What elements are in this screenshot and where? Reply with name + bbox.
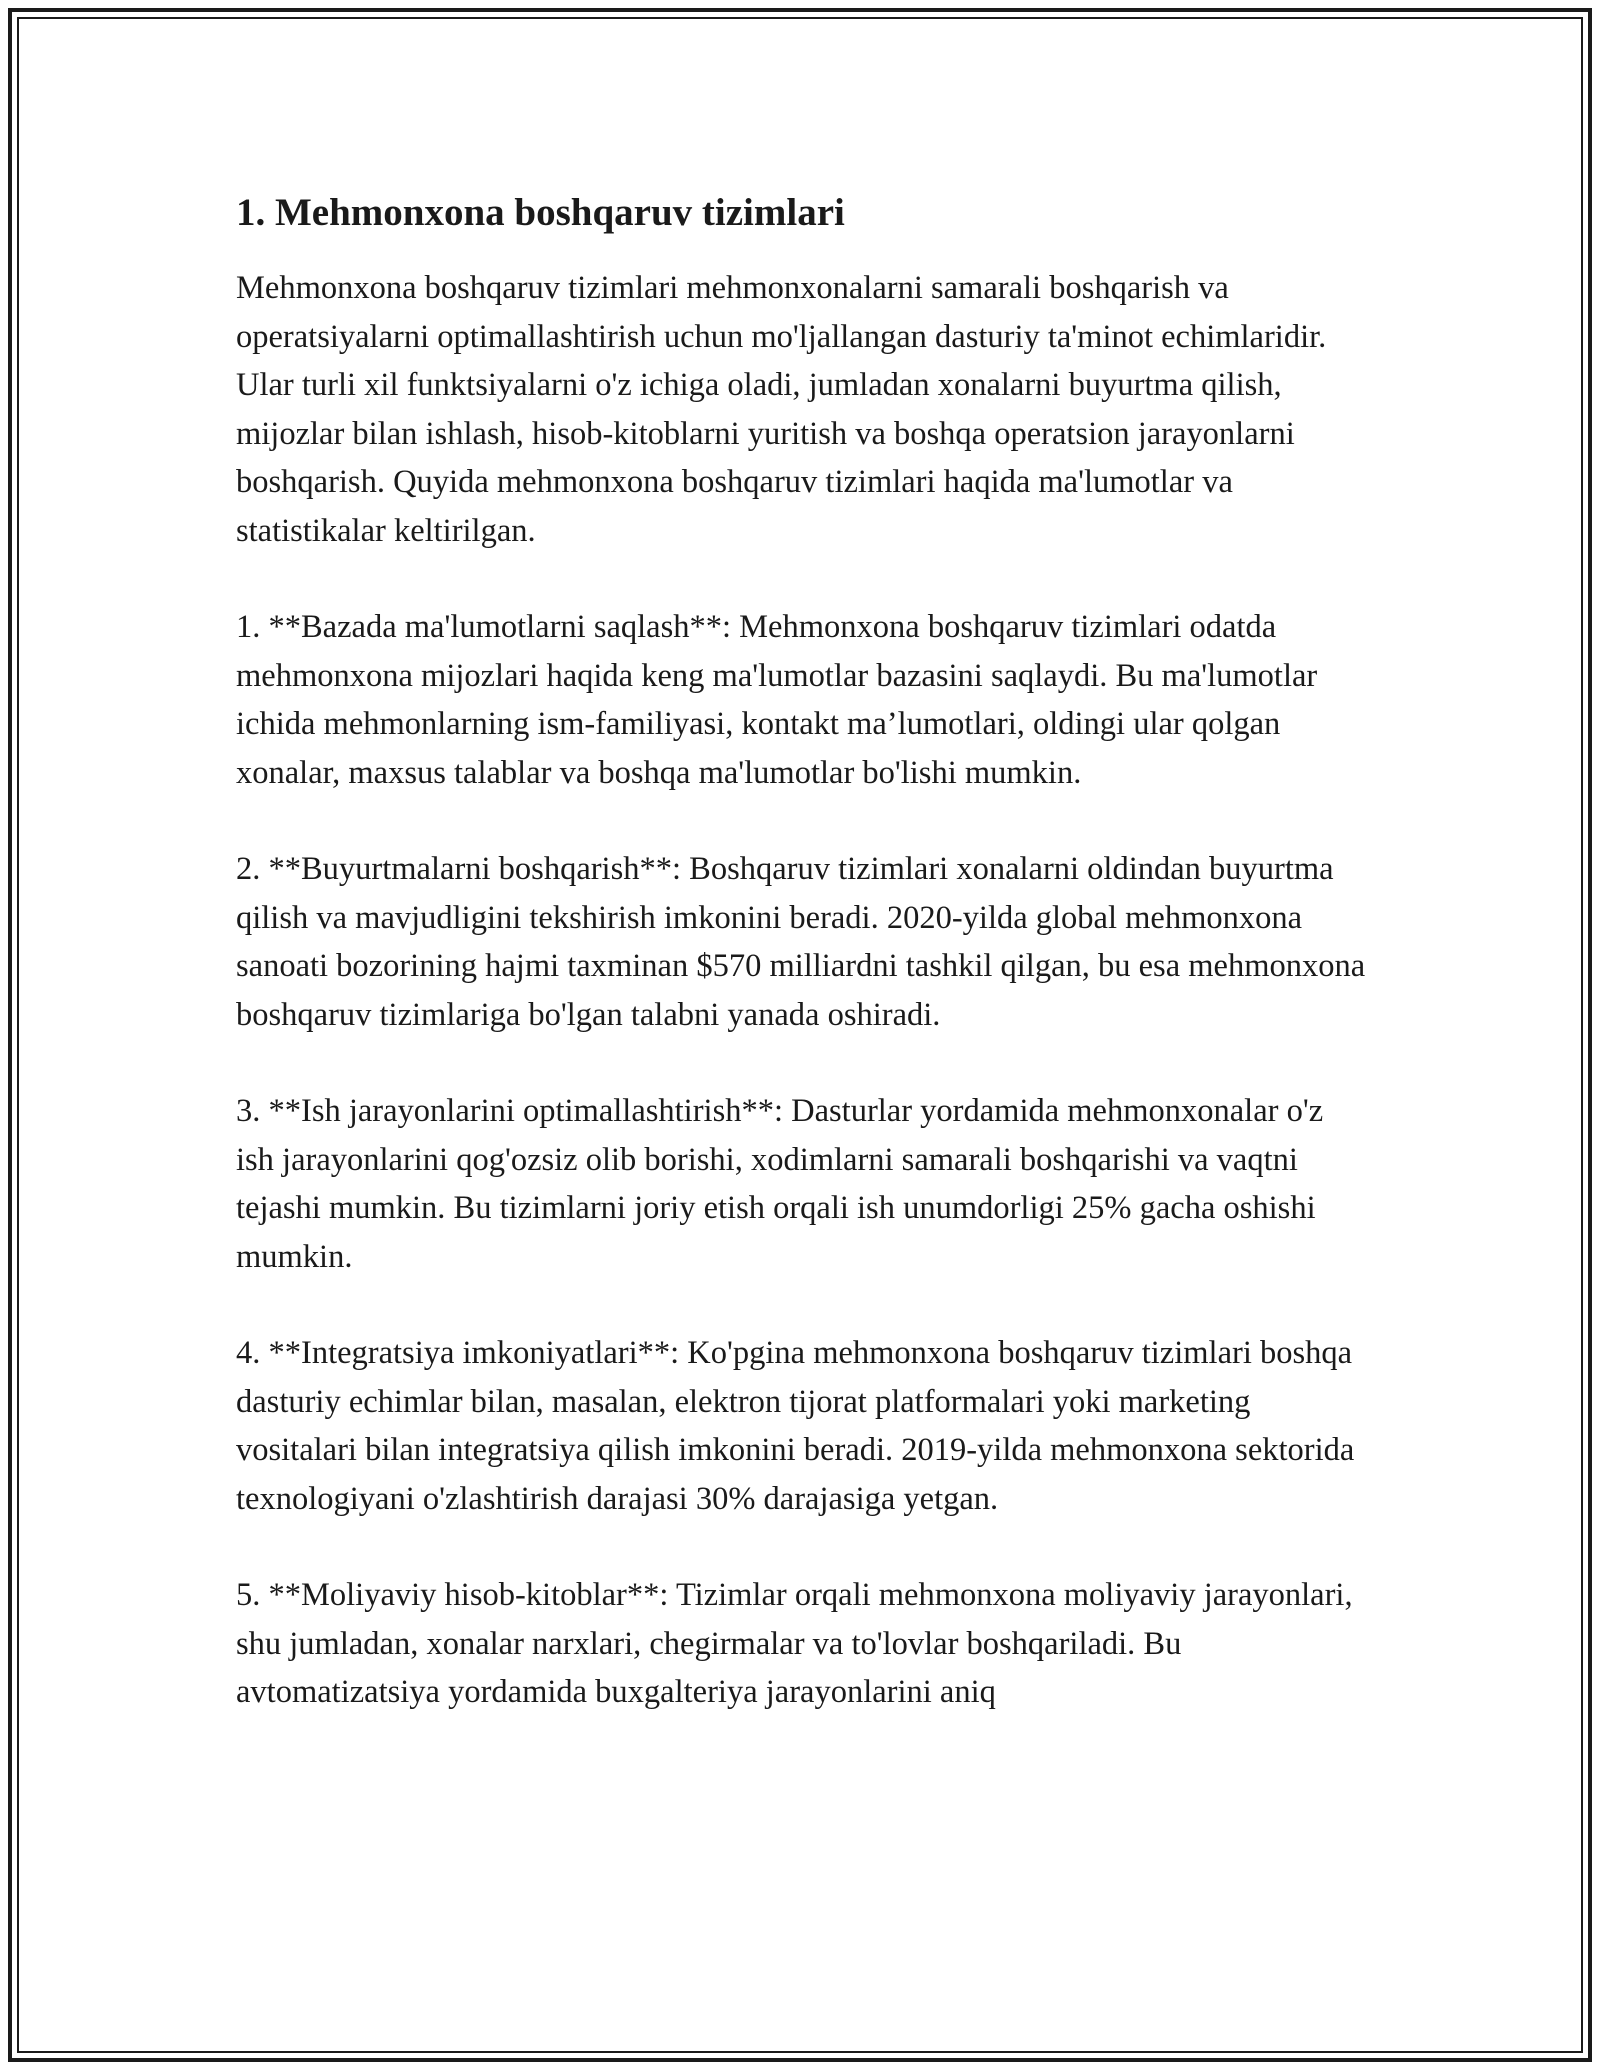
document-body bbox=[236, 188, 1366, 1765]
list-item-booking-management: 2. **Buyurtmalarni boshqarish**: Boshqaruv tizimlari xonalarni oldindan buyurtma qilish va mavjudligini tekshirish imkonini beradi. 2020-yilda global mehmonxona sanoati bozorining hajmi taxminan $570 milliardni tashkil qilgan, bu esa mehmonxona boshqaruv tizimlariga bo'lgan talabni yanada oshiradi. bbox=[236, 851, 1366, 1033]
section-heading: 1. Mehmonxona boshqaruv tizimlari bbox=[236, 191, 845, 234]
list-item-process-optimization: 3. **Ish jarayonlarini optimallashtirish**: Dasturlar yordamida mehmonxonalar o'z ish jarayonlarini qog'ozsiz olib borishi, xodimlarni samarali boshqarishi va vaqtni tejashi mumkin. Bu tizimlarni joriy etish orqali ish unumdorligi 25% gacha oshishi mumkin. bbox=[236, 1093, 1324, 1275]
list-item-financial-accounting: 5. **Moliyaviy hisob-kitoblar**: Tizimlar orqali mehmonxona moliyaviy jarayonlari, shu jumladan, xonalar narxlari, chegirmalar va to'lovlar boshqariladi. Bu avtomatizatsiya yordamida buxgalteriya jarayonlarini aniq bbox=[236, 1577, 1353, 1710]
list-item-data-storage: 1. **Bazada ma'lumotlarni saqlash**: Mehmonxona boshqaruv tizimlari odatda mehmonxona mijozlari haqida keng ma'lumotlar bazasini saqlaydi. Bu ma'lumotlar ichida mehmonlarning ism-familiyasi, kontakt ma’lumotlari, oldingi ular qolgan xonalar, maxsus talablar va boshqa ma'lumotlar bo'lishi mumkin. bbox=[236, 609, 1318, 791]
intro-paragraph: Mehmonxona boshqaruv tizimlari mehmonxonalarni samarali boshqarish va operatsiyalarni optimallashtirish uchun mo'ljallangan dasturiy ta'minot echimlaridir. Ular turli xil funktsiyalarni o'z ichiga oladi, jumladan xonalarni buyurtma qilish, mijozlar bilan ishlash, hisob-kitoblarni yuritish va boshqa operatsion jarayonlarni boshqarish. Quyida mehmonxona boshqaruv tizimlari haqida ma'lumotlar va statistikalar keltirilgan. bbox=[236, 270, 1327, 549]
list-item-integration: 4. **Integratsiya imkoniyatlari**: Ko'pgina mehmonxona boshqaruv tizimlari boshqa dasturiy echimlar bilan, masalan, elektron tijorat platformalari yoki marketing vositalari bilan integratsiya qilish imkonini beradi. 2019-yilda mehmonxona sektorida texnologiyani o'zlashtirish darajasi 30% darajasiga yetgan. bbox=[236, 1335, 1355, 1517]
